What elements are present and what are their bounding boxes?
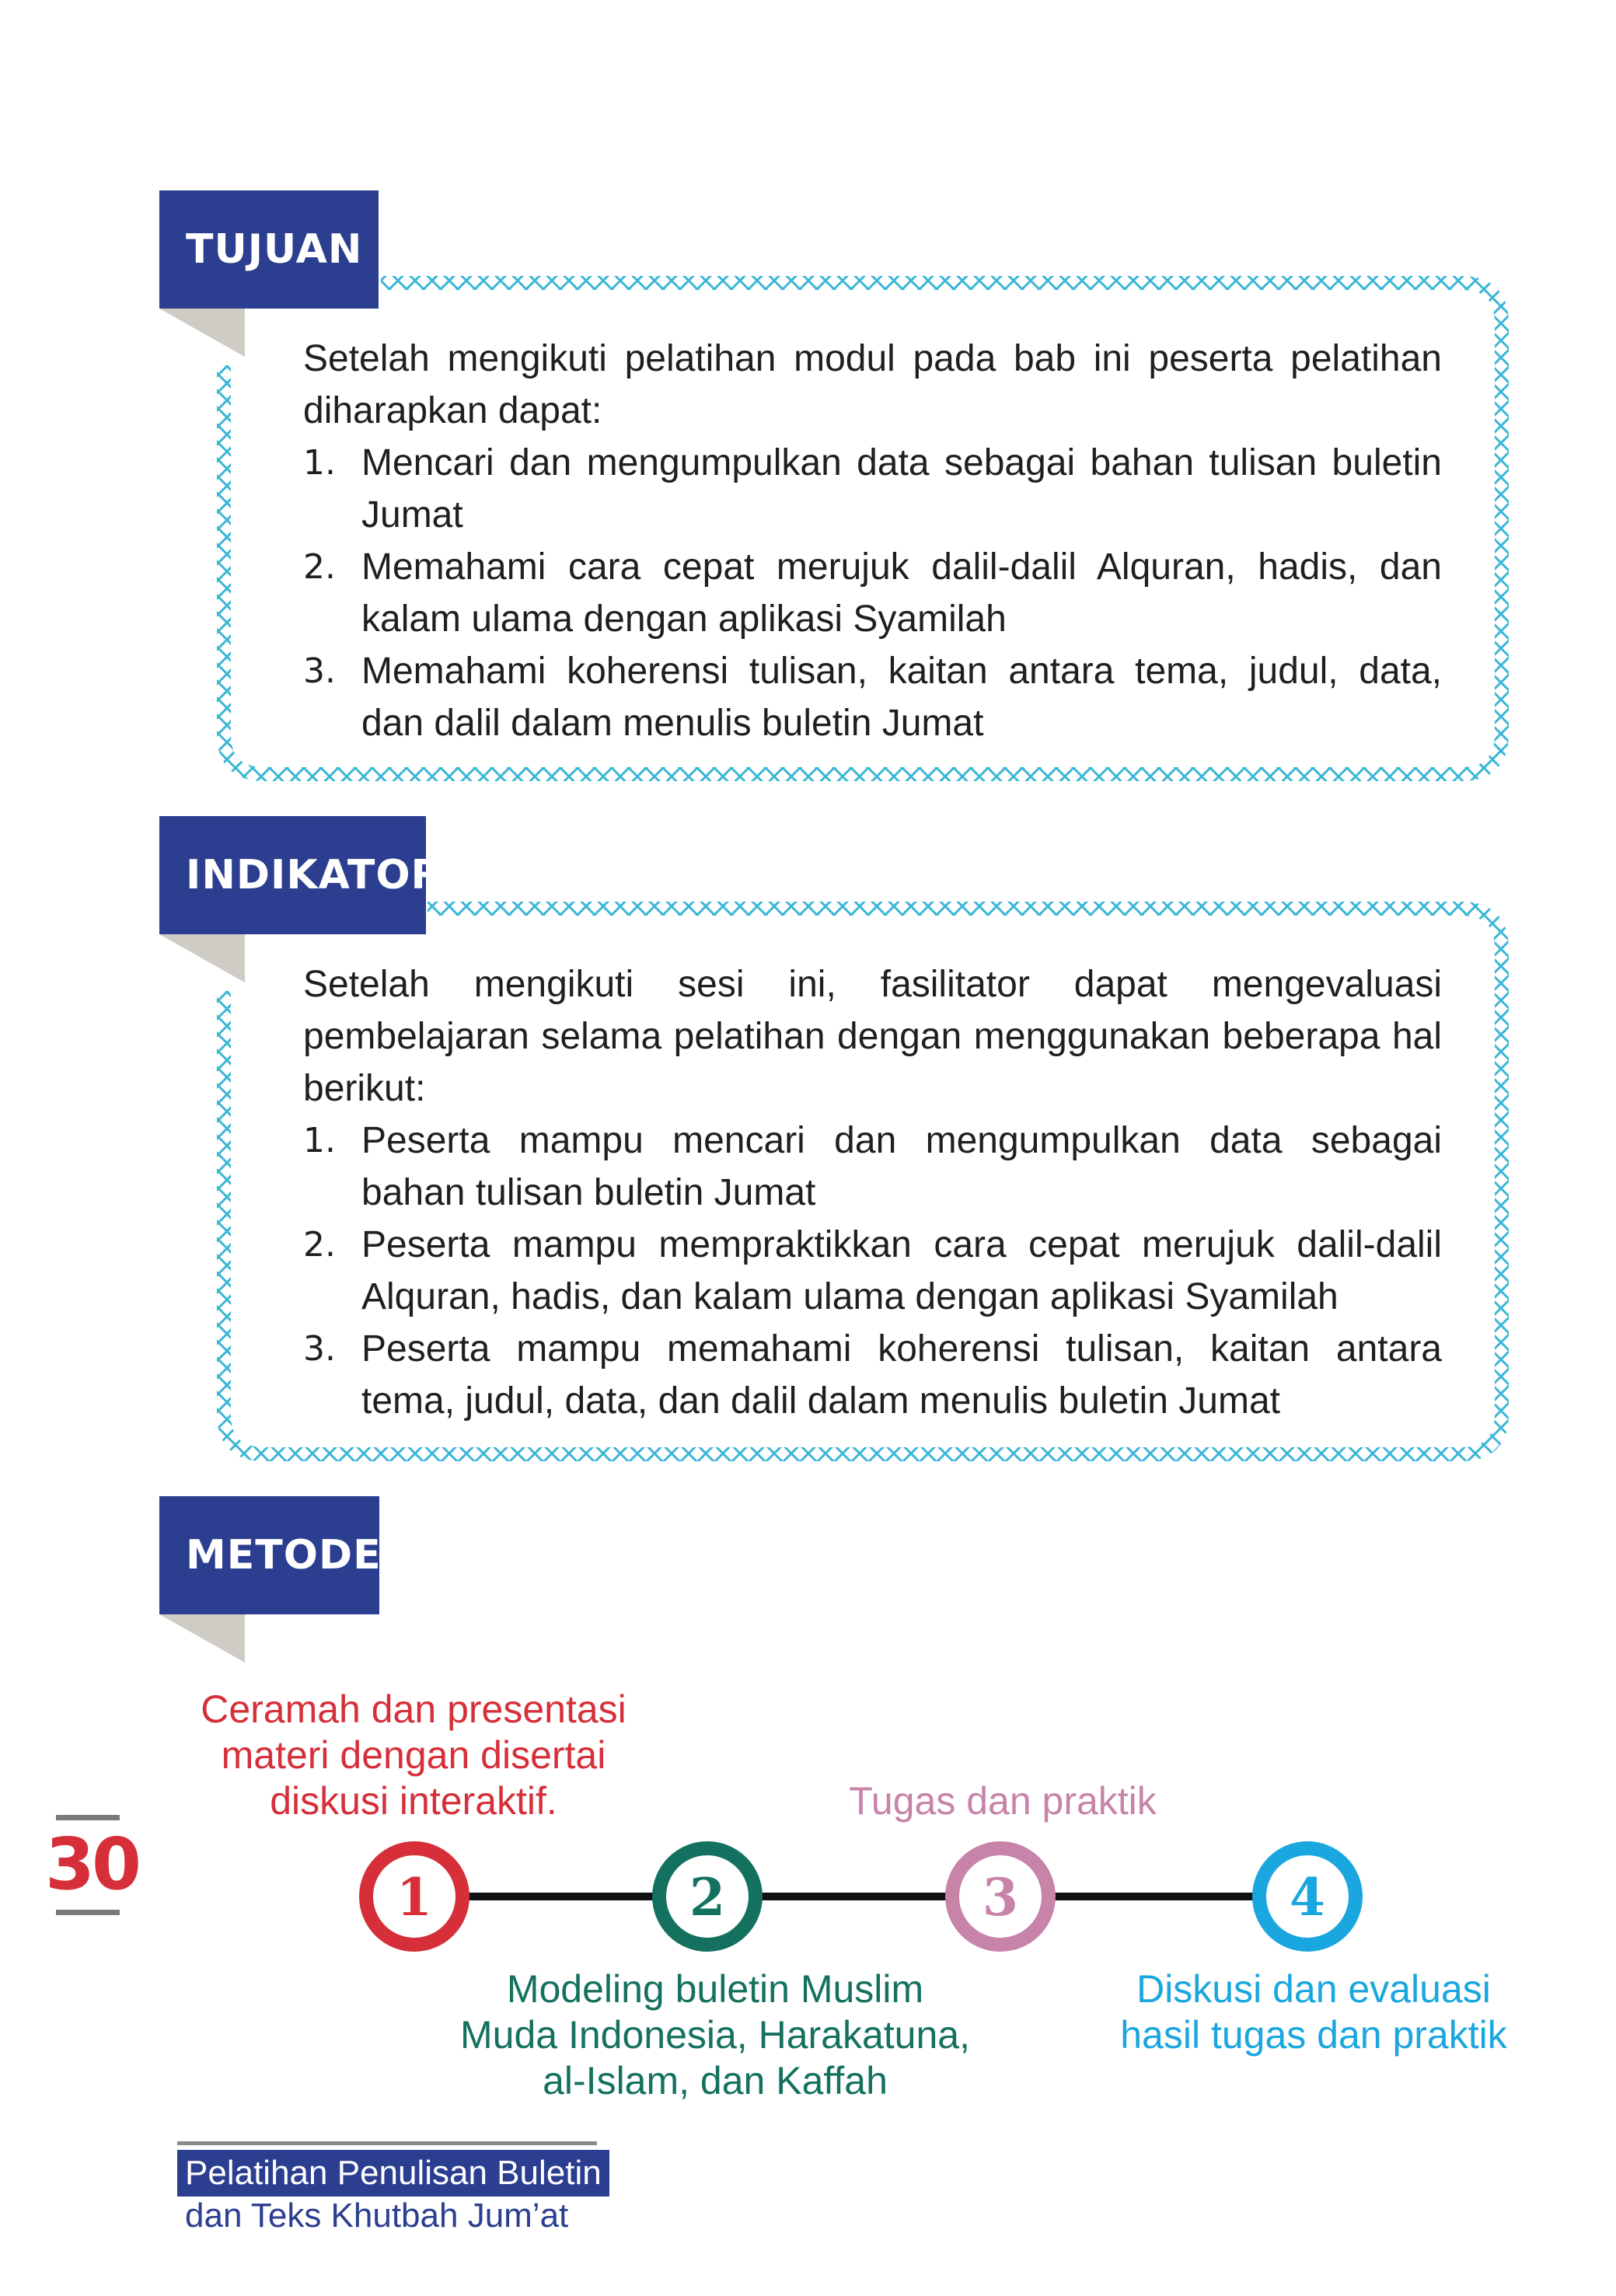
step-1-circle: [366, 1848, 462, 1945]
list-number: 2.: [303, 1225, 336, 1265]
tujuan-title: TUJUAN: [159, 190, 379, 309]
list-number: 3.: [303, 651, 336, 691]
list-number: 2.: [303, 547, 336, 587]
step-4-circle: [1259, 1848, 1356, 1945]
metode-title: METODE: [159, 1496, 379, 1614]
step-1-line: materi dengan disertai: [221, 1733, 606, 1777]
indikator-fold: [159, 934, 245, 982]
list-item: [303, 1323, 1442, 1427]
page-number: 30: [45, 1823, 139, 1906]
list-number: 1.: [303, 443, 336, 483]
step-2-line: al-Islam, dan Kaffah: [543, 2059, 888, 2102]
indikator-title: INDIKATOR: [159, 816, 426, 934]
tujuan-list: [303, 437, 1442, 749]
list-text: Mencari dan mengumpulkan data sebagai bahan tulisan buletin Jumat: [361, 442, 1442, 536]
step-3-text: [816, 1778, 1189, 1824]
step-4-line: Diskusi dan evaluasi: [1136, 1967, 1491, 2011]
step-1-text: [180, 1687, 647, 1824]
step-2-line: Modeling buletin Muslim: [506, 1967, 924, 2011]
list-text: Peserta mampu memahami koherensi tulisan, kaitan antara tema, judul, data, dan dalil dalam menulis buletin Jumat: [361, 1328, 1442, 1422]
step-4-number: 4: [1290, 1867, 1325, 1928]
page-number-top-line: [56, 1815, 120, 1820]
step-1-line: Ceramah dan presentasi: [201, 1687, 627, 1731]
step-2-number: 2: [689, 1867, 725, 1928]
list-number: 1.: [303, 1121, 336, 1160]
step-2-line: Muda Indonesia, Harakatuna,: [460, 2013, 970, 2057]
footer-title: Pelatihan Penulisan Buletin: [177, 2150, 609, 2197]
list-item: [303, 1219, 1442, 1323]
list-item: [303, 1115, 1442, 1219]
list-text: Peserta mampu mempraktikkan cara cepat merujuk dalil-dalil Alquran, hadis, dan kalam ulama dengan aplikasi Syamilah: [361, 1224, 1442, 1317]
step-2-text: [435, 1966, 995, 2104]
list-text: Memahami koherensi tulisan, kaitan antara tema, judul, data, dan dalil dalam menulis buletin Jumat: [361, 651, 1442, 744]
list-text: Peserta mampu mencari dan mengumpulkan data sebagai bahan tulisan buletin Jumat: [361, 1120, 1442, 1213]
footer-subtitle: dan Teks Khutbah Jum’at: [185, 2197, 569, 2235]
page-number-bottom-line: [56, 1910, 120, 1915]
step-1-line: diskusi interaktif.: [270, 1779, 557, 1823]
step-4-line: hasil tugas dan praktik: [1120, 2013, 1507, 2057]
indikator-list: [303, 1115, 1442, 1427]
tujuan-fold: [159, 309, 245, 357]
step-3-circle: [952, 1848, 1049, 1945]
list-item: [303, 437, 1442, 541]
indikator-content: [303, 958, 1442, 1427]
list-item: [303, 645, 1442, 749]
step-3-line: Tugas dan praktik: [849, 1779, 1157, 1823]
step-2-circle: [659, 1848, 756, 1945]
list-item: [303, 541, 1442, 645]
step-4-text: [1096, 1966, 1531, 2058]
tujuan-content: [303, 333, 1442, 749]
metode-timeline: [0, 1819, 1616, 1974]
indikator-intro: Setelah mengikuti sesi ini, fasilitator dapat mengevaluasi pembelajaran selama pelatihan dengan menggunakan beberapa hal berikut:: [303, 964, 1442, 1109]
list-text: Memahami cara cepat merujuk dalil-dalil Alquran, hadis, dan kalam ulama dengan aplikasi Syamilah: [361, 546, 1442, 640]
metode-fold: [159, 1614, 245, 1663]
tujuan-intro: Setelah mengikuti pelatihan modul pada bab ini peserta pelatihan diharapkan dapat:: [303, 338, 1442, 431]
step-3-number: 3: [983, 1867, 1018, 1928]
footer-divider: [177, 2141, 597, 2145]
step-1-number: 1: [396, 1867, 432, 1928]
list-number: 3.: [303, 1329, 336, 1369]
